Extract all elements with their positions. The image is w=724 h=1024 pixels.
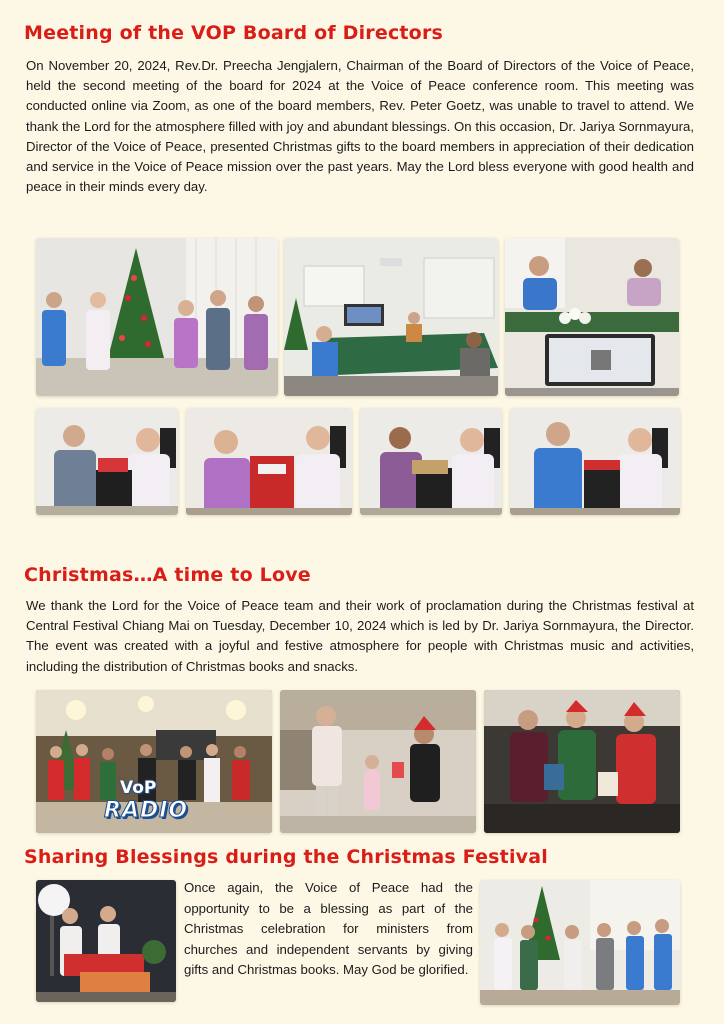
section-title-christmas-love: Christmas…A time to Love: [24, 564, 311, 586]
photo-board-group-christmas-tree: [36, 238, 278, 396]
photo-gift-3: [360, 408, 502, 515]
photo-festival-stage-choir: [36, 690, 272, 833]
section-body-board-meeting: On November 20, 2024, Rev.Dr. Preecha Jengjalern, Chairman of the Board of Directors of the Voice of Peace, held the second meeting of the board for 2024 at the Voice of Peace conference room. This meeting was conducted online via Zoom, as one of the board members, Rev. Peter Goetz, was unable to travel to attend. We thank the Lord for the atmosphere filled with joy and abundant blessings. On this occasion, Dr. Jariya Sornmayura, Director of the Voice of Peace, presented Christmas gifts to the board members in appreciation of their dedication and service in the Voice of Peace mission over the past years. May the Lord bless everyone with good health and peace in their minds every day.: [26, 58, 694, 195]
vop-radio-logo: [102, 778, 190, 828]
section-title-board-meeting: Meeting of the VOP Board of Directors: [24, 22, 444, 44]
photo-gift-1: [36, 408, 178, 515]
photo-ministers-gifts-room: [36, 880, 176, 1002]
section-title-sharing-blessings: Sharing Blessings during the Christmas Festival: [24, 846, 548, 868]
radio-logo-text: RADIO: [104, 798, 189, 823]
photo-festival-children-gifts: [280, 690, 476, 833]
photo-board-meeting-table: [284, 238, 498, 396]
photo-board-zoom-call: [505, 238, 679, 396]
photo-gift-4: [510, 408, 680, 515]
section-body-christmas-love: We thank the Lord for the Voice of Peace team and their work of proclamation during the Christmas festival at Central Festival Chiang Mai on Tuesday, December 10, 2024 which is led by Dr. Jariya Sornmayura, the Director. The event was created with a joyful and festive atmosphere for people with Christmas music and activities, including the distribution of Christmas books and snacks.: [26, 598, 694, 674]
vop-logo-text: VoP: [120, 778, 157, 798]
photo-gift-2: [186, 408, 352, 515]
photo-festival-team-books: [484, 690, 680, 833]
section-body-sharing-blessings: Once again, the Voice of Peace had the opportunity to be a blessing as part of the Christmas celebration for ministers from churches and independent servants by giving gifts and Christmas books. May God be glorified.: [184, 880, 473, 977]
photo-ministers-group-tree: [480, 880, 680, 1005]
